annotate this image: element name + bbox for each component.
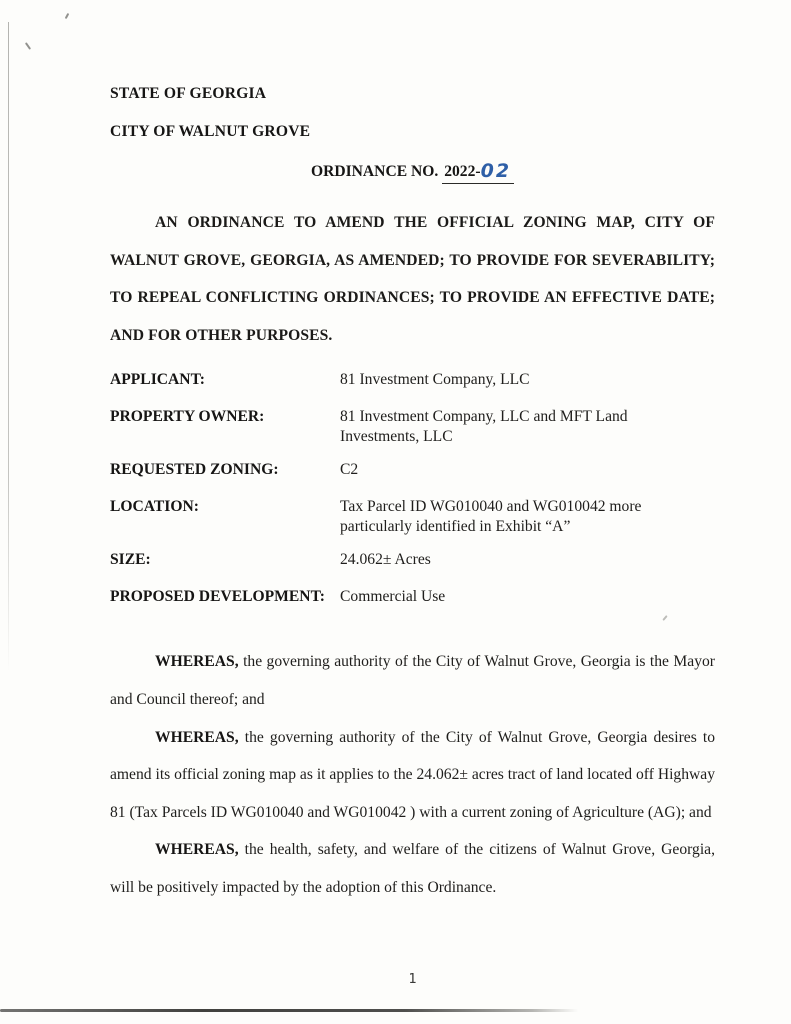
field-value: 81 Investment Company, LLC	[340, 371, 530, 389]
field-row-size	[110, 550, 715, 570]
ordinance-typed-number: 2022-	[444, 163, 481, 180]
field-label: SIZE:	[110, 551, 151, 569]
ordinance-number-line	[110, 160, 715, 186]
field-value: C2	[340, 461, 359, 479]
field-row-property-owner	[110, 407, 715, 447]
scan-speck	[65, 13, 70, 19]
whereas-lead: WHEREAS,	[155, 728, 239, 746]
summary-fields	[110, 370, 715, 607]
field-label: PROPERTY OWNER:	[110, 408, 265, 426]
field-row-applicant	[110, 370, 715, 390]
whereas-lead: WHEREAS,	[155, 841, 239, 859]
field-row-proposed-development	[110, 587, 715, 607]
field-label: LOCATION:	[110, 498, 199, 516]
field-row-requested-zoning	[110, 460, 715, 480]
field-value: 81 Investment Company, LLC and MFT Land Investments, LLC	[340, 408, 628, 446]
city-heading: CITY OF WALNUT GROVE	[110, 123, 311, 140]
field-label: REQUESTED ZONING:	[110, 461, 279, 479]
scan-edge-bottom-line	[0, 1009, 578, 1012]
field-row-location	[110, 497, 715, 537]
whereas-text: the governing authority of the City of Walnut Grove, Georgia desires to amend its official zoning map as it applies to the 24.062± acres tract of land located off Highway 81 (Tax Parcels ID WG010040 and WG010042 ) with a current zoning of Agriculture (AG); and	[110, 728, 715, 821]
whereas-paragraph-1	[110, 643, 715, 718]
field-value: Commercial Use	[340, 588, 446, 606]
whereas-paragraph-2	[110, 719, 715, 832]
ordinance-handwritten-number-ink: 02	[480, 160, 512, 182]
field-value: 24.062± Acres	[340, 551, 431, 569]
whereas-paragraph-3	[110, 831, 715, 906]
ordinance-title-paragraph: AN ORDINANCE TO AMEND THE OFFICIAL ZONING MAP, CITY OF WALNUT GROVE, GEORGIA, AS AMENDED; TO PROVIDE FOR SEVERABILITY; TO REPEAL CONFLICTING ORDINANCES; TO PROVIDE AN EFFECTIVE DATE; AND FOR OTHER PURPOSES.	[110, 214, 715, 344]
page-number: 1	[408, 970, 417, 987]
whereas-text: the health, safety, and welfare of the citizens of Walnut Grove, Georgia, will be positively impacted by the adoption of this Ordinance.	[110, 841, 715, 896]
document-content	[110, 84, 715, 989]
ordinance-number-underline	[442, 160, 514, 184]
whereas-clauses	[110, 643, 715, 906]
whereas-text: the governing authority of the City of Walnut Grove, Georgia is the Mayor and Council thereof; and	[110, 653, 715, 708]
whereas-lead: WHEREAS,	[155, 653, 239, 671]
scan-speck	[25, 42, 31, 50]
state-heading: STATE OF GEORGIA	[110, 85, 267, 102]
scan-edge-left-line	[8, 22, 9, 672]
ordinance-label: ORDINANCE NO.	[310, 163, 443, 180]
field-label: PROPOSED DEVELOPMENT:	[110, 588, 325, 606]
field-value: Tax Parcel ID WG010040 and WG010042 more particularly identified in Exhibit “A”	[340, 498, 642, 536]
field-label: APPLICANT:	[110, 371, 206, 389]
